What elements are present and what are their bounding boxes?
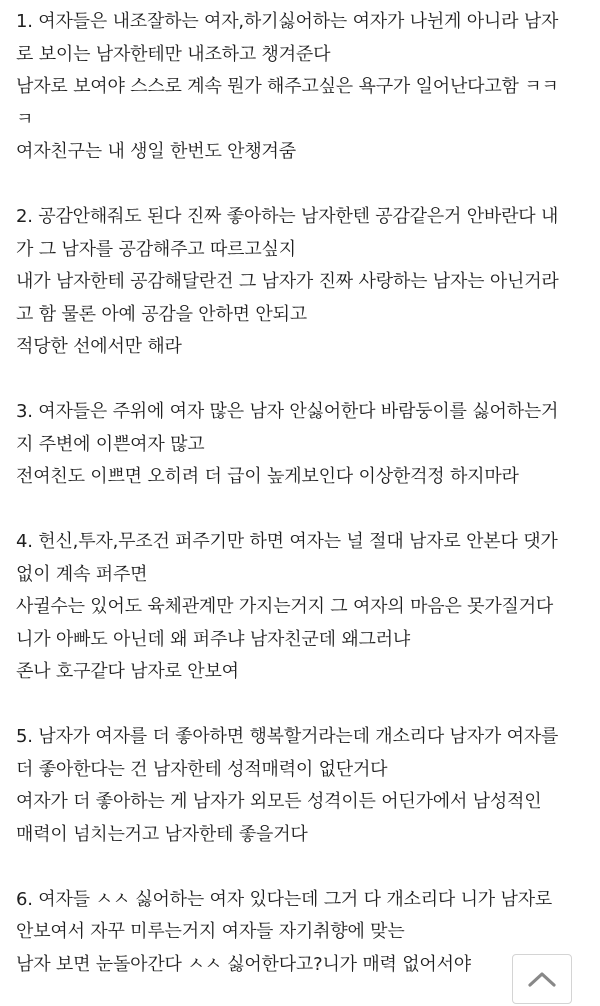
text-line: 여자가 더 좋아하는 게 남자가 외모든 성격이든 어딘가에서 남성적인	[16, 791, 542, 812]
text-line: 로 보이는 남자한테만 내조하고 챙겨준다	[16, 43, 331, 65]
paragraph-6	[16, 884, 588, 982]
text-line: 니가 아빠도 아닌데 왜 퍼주냐 남자친군데 왜그러냐	[16, 628, 411, 650]
text-line: 3. 여자들은 주위에 여자 많은 남자 안싫어한다 바람둥이를 싫어하는거	[16, 401, 559, 422]
text-line: 남자 보면 눈돌아간다 ㅅㅅ 싫어한다고?니가 매력 없어서야	[16, 953, 471, 975]
text-line: 더 좋아한다는 건 남자한테 성적매력이 없단거다	[16, 758, 388, 780]
paragraph-spacer	[16, 364, 588, 397]
paragraph-2	[16, 201, 588, 364]
text-line: ㅋ	[16, 108, 34, 130]
text-line: 4. 헌신,투자,무조건 퍼주기만 하면 여자는 널 절대 남자로 안본다 댓가	[16, 531, 558, 552]
text-line: 없이 계속 퍼주면	[16, 563, 148, 585]
text-line: 5. 남자가 여자를 더 좋아하면 행복할거라는데 개소리다 남자가 여자를	[16, 726, 559, 747]
paragraph-spacer	[16, 689, 588, 722]
text-line: 남자로 보여야 스스로 계속 뭔가 해주고싶은 욕구가 일어난다고함 ㅋㅋ	[16, 76, 559, 97]
text-line: 가 그 남자를 공감해주고 따르고싶지	[16, 238, 296, 260]
article-body	[16, 6, 588, 981]
text-line: 6. 여자들 ㅅㅅ 싫어하는 여자 있다는데 그거 다 개소리다 니가 남자로	[16, 888, 553, 910]
paragraph-spacer	[16, 494, 588, 527]
paragraph-4	[16, 526, 588, 689]
text-line: 2. 공감안해줘도 된다 진짜 좋아하는 남자한텐 공감같은거 안바란다 내	[16, 206, 559, 227]
text-line: 여자친구는 내 생일 한번도 안챙겨줌	[16, 141, 296, 162]
text-line: 매력이 넘치는거고 남자한테 좋을거다	[16, 823, 308, 845]
paragraph-3	[16, 396, 588, 494]
text-line: 전여친도 이쁘면 오히려 더 급이 높게보인다 이상한걱정 하지마라	[16, 466, 519, 487]
text-line: 내가 남자한테 공감해달란건 그 남자가 진짜 사랑하는 남자는 아닌거라	[16, 271, 559, 292]
text-line: 지 주변에 이쁜여자 많고	[16, 433, 205, 455]
paragraph-5	[16, 721, 588, 851]
chevron-up-icon	[527, 970, 557, 988]
text-line: 안보여서 자꾸 미루는거지 여자들 자기취향에 맞는	[16, 921, 405, 942]
text-line: 고 함 물론 아예 공감을 안하면 안되고	[16, 303, 307, 325]
text-line: 1. 여자들은 내조잘하는 여자,하기싫어하는 여자가 나뉜게 아니라 남자	[16, 11, 559, 32]
paragraph-spacer	[16, 169, 588, 202]
paragraph-1	[16, 6, 588, 169]
text-line: 존나 호구같다 남자로 안보여	[16, 661, 239, 682]
text-line: 적당한 선에서만 해라	[16, 336, 182, 357]
text-line: 사귈수는 있어도 육체관계만 가지는거지 그 여자의 마음은 못가질거다	[16, 596, 554, 617]
scroll-to-top-button[interactable]	[512, 954, 572, 1004]
paragraph-spacer	[16, 851, 588, 884]
